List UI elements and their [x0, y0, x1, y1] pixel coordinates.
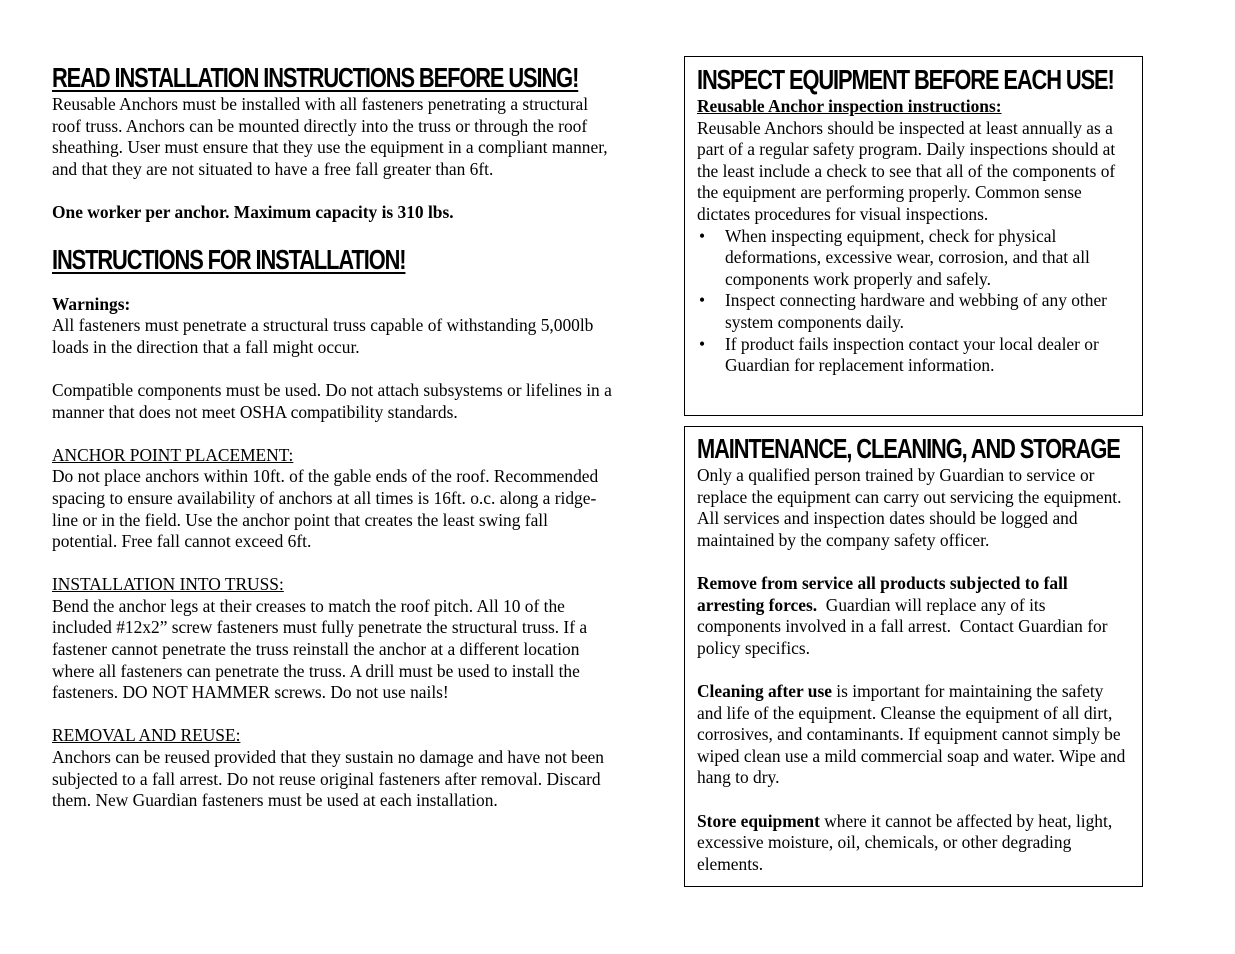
bullet-icon: •: [699, 225, 706, 246]
removal-label: REMOVAL AND REUSE:: [52, 725, 241, 746]
list-item: [697, 334, 1131, 377]
cleaning-paragraph: [697, 681, 1131, 789]
list-item: [697, 226, 1131, 291]
cleaning-text: is important for maintaining the safety and life of the equipment. Cleanse the equipment of all dirt, corrosives, and contaminants. If equipment cannot simply be wiped clean use a mild commercial soap and water. Wipe and hang to dry.: [697, 680, 1126, 788]
installation-heading: INSTRUCTIONS FOR INSTALLATION!: [52, 243, 406, 275]
removal-text: Anchors can be reused provided that they sustain no damage and have not been subjected to a fall arrest. Do not reuse original fasteners after removal. Discard them. New Guardian fasteners must be used at each installation.: [52, 747, 604, 811]
remove-bold: Remove from service all products subjected to fall arresting forces.: [697, 572, 1068, 615]
cleaning-bold: Cleaning after use: [697, 680, 832, 701]
warnings-text: All fasteners must penetrate a structural truss capable of withstanding 5,000lb loads in the direction that a fall might occur.: [52, 315, 594, 357]
remove-from-service-paragraph: [697, 573, 1131, 659]
inspect-heading: INSPECT EQUIPMENT BEFORE EACH USE!: [697, 64, 1114, 95]
inspection-subheading: Reusable Anchor inspection instructions:: [697, 96, 1002, 116]
intro-paragraph: Reusable Anchors must be installed with all fasteners penetrating a structural roof truss. Anchors can be mounted directly into the truss or through the roof sheathing. User must ensure that they use the equipment in a compliant manner, and that they are not situated to have a free fall greater than 6ft.: [52, 94, 608, 179]
store-bold: Store equipment: [697, 810, 820, 831]
list-item-text: If product fails inspection contact your local dealer or Guardian for replacement information.: [725, 333, 1099, 376]
bullet-icon: •: [699, 333, 706, 354]
bullet-icon: •: [699, 290, 706, 311]
list-item: [697, 290, 1131, 333]
placement-text: Do not place anchors within 10ft. of the gable ends of the roof. Recommended spacing to ensure availability of anchors at all times is 16ft. o.c. along a ridge-line or in the field. Use the anchor point that creates the least swing fall potential. Free fall cannot exceed 6ft.: [52, 466, 599, 552]
list-item-text: When inspecting equipment, check for physical deformations, excessive wear, corrosion, and that all components work properly and safely.: [725, 225, 1090, 289]
warnings-label: Warnings:: [52, 293, 131, 314]
capacity-notice: One worker per anchor. Maximum capacity is 310 lbs.: [52, 201, 454, 222]
truss-label: INSTALLATION INTO TRUSS:: [52, 574, 284, 595]
inspect-equipment-box: [684, 56, 1143, 416]
remove-text: Guardian will replace any of its components involved in a fall arrest. Contact Guardian for policy specifics.: [697, 594, 1112, 658]
maintenance-box: [684, 426, 1143, 887]
placement-label: ANCHOR POINT PLACEMENT:: [52, 444, 294, 465]
left-column: [52, 62, 617, 812]
storage-paragraph: [697, 811, 1131, 876]
store-text: where it cannot be affected by heat, light, excessive moisture, oil, chemicals, or other degrading elements.: [697, 810, 1113, 874]
inspection-text: Reusable Anchors should be inspected at least annually as a part of a regular safety program. Daily inspections should at the least include a check to see that all of the components of the equipment are performing properly. Common sense dictates procedures for visual inspections.: [697, 117, 1116, 224]
truss-text: Bend the anchor legs at their creases to match the roof pitch. All 10 of the included #12x2” screw fasteners must fully penetrate the structural truss. If a fastener cannot penetrate the truss reinstall the anchor at a different location where all fasteners can penetrate the truss. A drill must be used to install the fasteners. DO NOT HAMMER screws. Do not use nails!: [52, 595, 588, 703]
inspection-bullet-list: [697, 226, 1131, 377]
maintenance-heading: MAINTENANCE, CLEANING, AND STORAGE: [697, 433, 1120, 464]
maintenance-intro: Only a qualified person trained by Guardian to service or replace the equipment can carry out servicing the equipment. All services and inspection dates should be logged and maintained by the company safety officer.: [697, 465, 1122, 550]
list-item-text: Inspect connecting hardware and webbing of any other system components daily.: [725, 290, 1107, 332]
compatibility-paragraph: Compatible components must be used. Do not attach subsystems or lifelines in a manner that does not meet OSHA compatibility standards.: [52, 379, 612, 422]
read-instructions-heading: READ INSTALLATION INSTRUCTIONS BEFORE USING!: [52, 62, 579, 93]
